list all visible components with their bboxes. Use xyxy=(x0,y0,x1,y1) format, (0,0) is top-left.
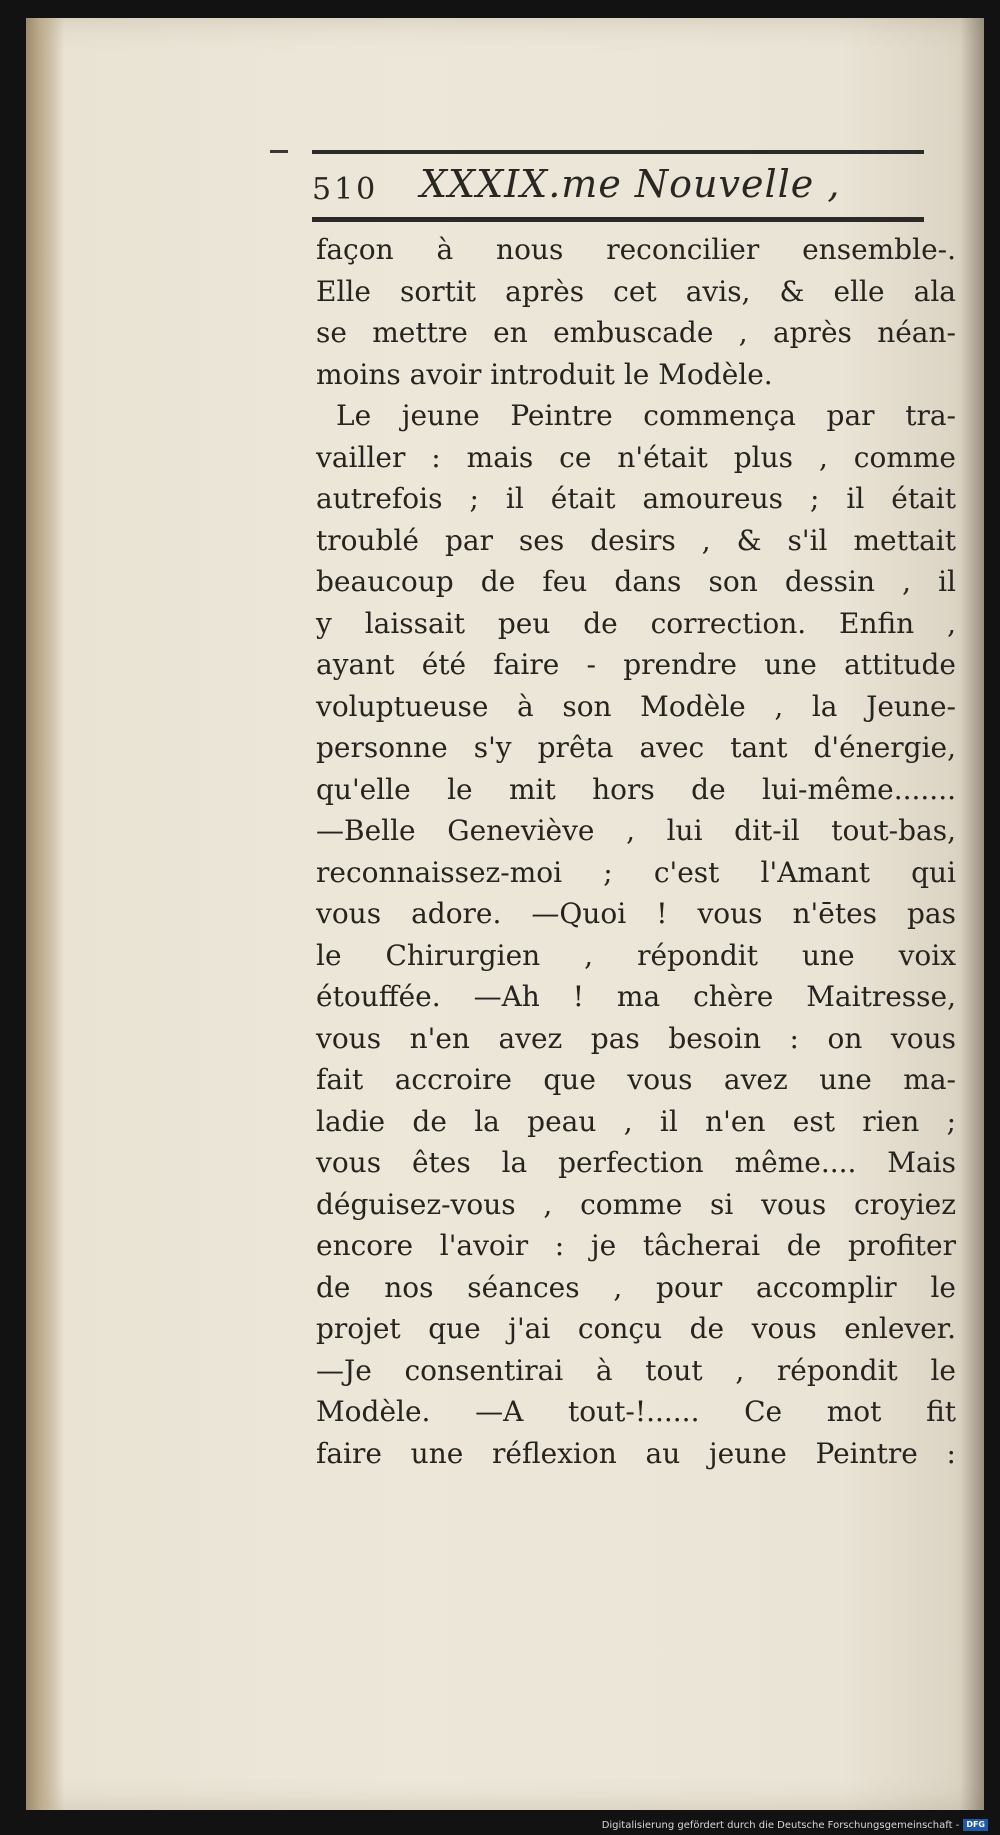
text-line: Le jeune Peintre commença par tra- xyxy=(336,399,956,432)
body-text xyxy=(316,229,956,1474)
text-line: personne s'y prêta avec tant d'énergie, xyxy=(316,731,956,764)
text-line: se mettre en embuscade , après néan- xyxy=(316,316,956,349)
text-line: vailler : mais ce n'était plus , comme xyxy=(316,440,956,474)
text-line: Elle sortit après cet avis, & elle ala xyxy=(316,274,956,308)
text-line: vous n'en avez pas besoin : on vous xyxy=(316,1021,956,1055)
text-line: y laissait peu de correction. Enfin , xyxy=(316,606,956,640)
dfg-logo-icon: DFG xyxy=(963,1819,988,1831)
text-line: —Belle Geneviève , lui dit-il tout-bas, xyxy=(316,814,956,847)
text-line: vous adore. —Quoi ! vous n'ētes pas xyxy=(316,897,956,930)
page-gutter-shadow xyxy=(960,18,984,1810)
text-line: qu'elle le mit hors de lui-même....... xyxy=(316,772,956,806)
ink-mark xyxy=(270,150,288,153)
text-line: le Chirurgien , répondit une voix xyxy=(316,938,956,972)
digitization-credit xyxy=(602,1819,988,1831)
text-line: reconnaissez-moi ; c'est l'Amant qui xyxy=(316,855,956,889)
text-line: vous êtes la perfection même.... Mais xyxy=(316,1146,956,1179)
page-worn-edge xyxy=(26,18,64,1810)
text-line: beaucoup de feu dans son dessin , il xyxy=(316,565,956,598)
text-line: projet que j'ai conçu de vous enlever. xyxy=(316,1312,956,1345)
header-rule-bottom xyxy=(312,217,924,222)
text-line: façon à nous reconcilier ensemble-. xyxy=(316,233,956,266)
text-line: ladie de la peau , il n'en est rien ; xyxy=(316,1104,956,1138)
credit-text: Digitalisierung gefördert durch die Deutsche Forschungsgemeinschaft - xyxy=(601,1819,960,1831)
text-line: moins avoir introduit le Modèle. xyxy=(316,357,773,391)
text-line: fait accroire que vous avez une ma- xyxy=(316,1063,956,1096)
text-line: ayant été faire - prendre une attitude xyxy=(316,648,956,681)
text-line: encore l'avoir : je tâcherai de profiter xyxy=(316,1229,956,1262)
text-line: troublé par ses desirs , & s'il mettait xyxy=(316,523,956,557)
header-rule-top xyxy=(312,150,924,154)
text-line: Modèle. —A tout-!...... Ce mot fit xyxy=(316,1395,956,1428)
page-number: 510 xyxy=(312,172,379,207)
text-line: —Je consentirai à tout , répondit le xyxy=(316,1353,956,1387)
running-head xyxy=(312,158,912,216)
text-line: autrefois ; il était amoureus ; il était xyxy=(316,482,956,515)
running-head-title: XXXIX.me Nouvelle , xyxy=(420,162,841,206)
text-line: faire une réflexion au jeune Peintre : xyxy=(316,1436,956,1470)
text-line: de nos séances , pour accomplir le xyxy=(316,1270,956,1304)
text-line: déguisez-vous , comme si vous croyiez xyxy=(316,1187,956,1221)
text-line: voluptueuse à son Modèle , la Jeune- xyxy=(316,689,956,723)
text-line: étouffée. —Ah ! ma chère Maitresse, xyxy=(316,980,956,1013)
